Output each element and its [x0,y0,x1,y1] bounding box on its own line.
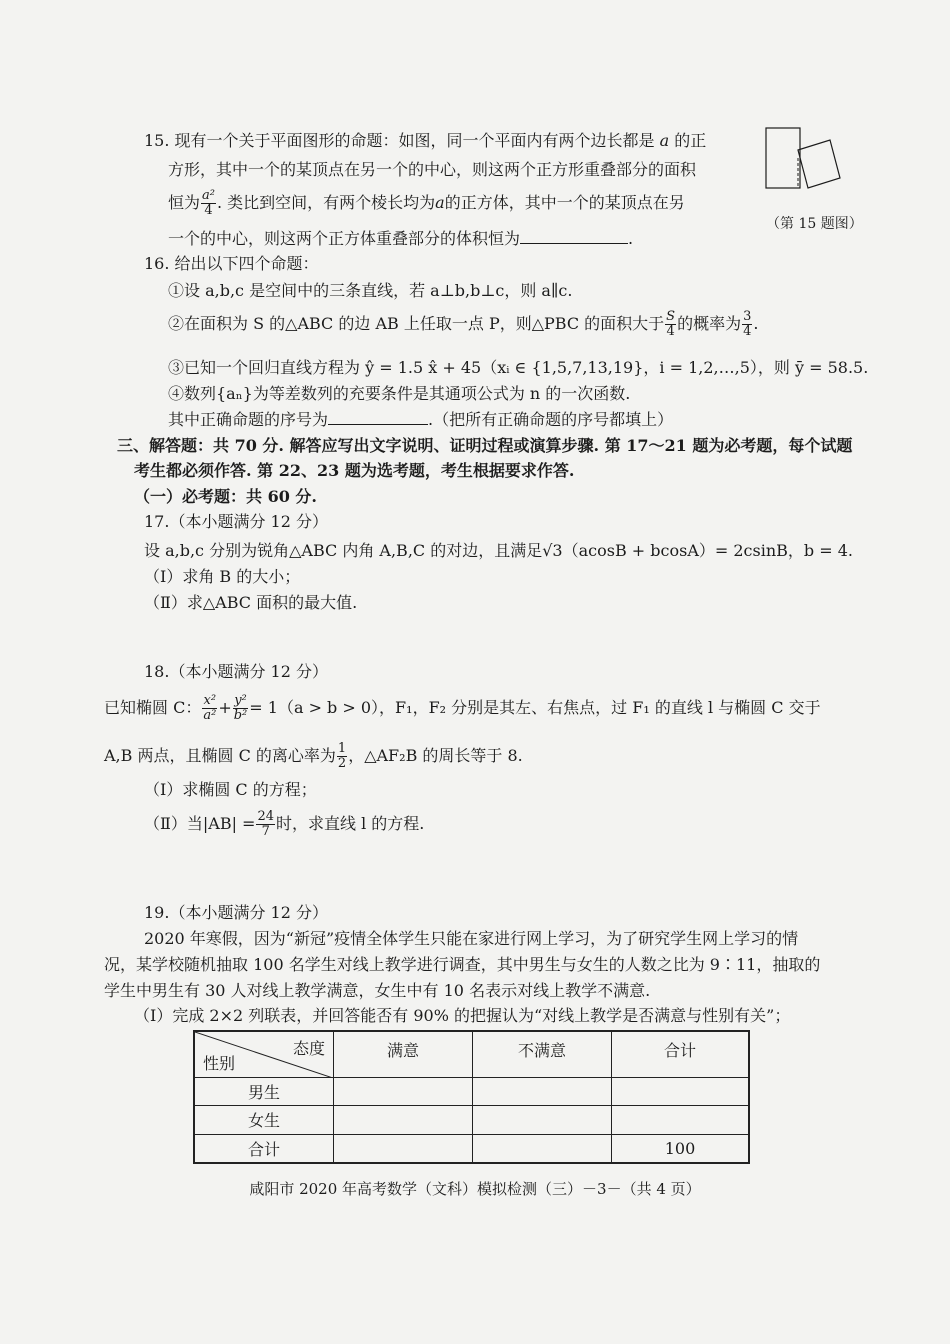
cell-grand-total: 100 [612,1134,750,1163]
page-footer: 咸阳市 2020 年高考数学（文科）模拟检测（三）－3－（共 4 页） [249,1180,701,1198]
q16-intro-text: 给出以下四个命题： [174,254,319,273]
figure-square-2 [798,140,840,188]
cell-male-unsatisfied[interactable] [473,1077,612,1105]
q18-frac-x-den: a² [203,708,217,723]
q16-intro [144,254,319,274]
row-label-male: 男生 [194,1077,334,1105]
cell-total-unsatisfied[interactable] [473,1134,612,1163]
q18-fraction-ab [256,810,275,839]
corner-header-attitude: 态度 [292,1039,325,1058]
q16-item-3: ③已知一个回归直线方程为 ŷ = 1.5 x̂ + 45（xᵢ ∈ {1,5,7,13,19}，i = 1,2,…,5），则 ȳ = 58.5. [168,358,869,377]
q18-line-2 [104,736,523,776]
q15-text-1-end: 的正 [674,131,707,150]
header-total: 合计 [612,1031,750,1077]
q15-text-3: 恒为 [168,193,201,212]
q15-text-3b: . 类比到空间，有两个棱长均为 [216,193,436,212]
cell-female-satisfied[interactable] [334,1105,473,1134]
q18-part-2-post: 时，求直线 l 的方程. [276,814,425,833]
q18-stem-pre: 已知椭圆 C： [104,698,202,717]
q19-part-1: （Ⅰ）完成 2×2 列联表，并回答能否有 90% 的把握认为“对线上教学是否满意与性别有关”； [134,1006,791,1025]
q15-frac-num: a² [202,188,215,203]
q18-frac-e-num: 1 [337,741,347,756]
q15-figure-caption: （第 15 题图） [766,216,863,232]
q16-answer-line [168,410,673,430]
header-satisfied: 满意 [334,1031,473,1077]
q16-fraction-1 [665,310,676,339]
q19-heading: 19.（本小题满分 12 分） [144,903,328,922]
q18-plus: + [218,698,232,717]
q15-line1 [144,131,706,151]
q18-frac-ab-num: 24 [257,809,275,824]
q18-fraction-x [202,694,217,723]
q16-item-4: ④数列{aₙ}为等差数列的充要条件是其通项公式为 n 的一次函数. [168,384,631,403]
q15-text-4: 一个的中心，则这两个正方体重叠部分的体积恒为 [168,229,521,248]
q15-line3 [168,186,685,220]
table-row [194,1134,749,1163]
q19-line-3: 学生中男生有 30 人对线上教学满意，女生中有 10 名表示对线上教学不满意. [104,981,651,1000]
section-3-heading: 三、解答题：共 70 分. 解答应写出文字说明、证明过程或演算步骤. 第 17～21 题为必考题，每个试题 [117,436,853,455]
q16-frac-1-den: 4 [666,324,675,339]
q17-part-1: （Ⅰ）求角 B 的大小； [144,567,301,586]
cell-male-total[interactable] [612,1077,750,1105]
q18-part-1: （Ⅰ）求椭圆 C 的方程； [144,780,317,799]
q18-frac-y-den: b² [233,708,248,723]
figure-square-1 [766,128,800,188]
q18-stem [104,688,821,728]
table-row [194,1105,749,1134]
q18-frac-x-num: x² [203,693,217,708]
q18-frac-e-den: 2 [337,756,347,771]
q16-number: 16. [144,254,170,273]
q15-figure [758,124,848,214]
q16-item-1: ①设 a,b,c 是空间中的三条直线，若 a⊥b,b⊥c，则 a∥c. [168,281,573,300]
corner-header-gender: 性别 [203,1053,236,1073]
q18-frac-y-num: y² [234,693,247,708]
q16-frac-1-num: S [666,309,676,324]
q16-item-2-end: . [753,314,759,333]
row-label-total: 合计 [194,1134,334,1163]
q15-line2: 方形，其中一个的某顶点在另一个的中心，则这两个正方形重叠部分的面积 [168,160,697,179]
table-corner-cell [194,1031,334,1077]
q19-line-1: 2020 年寒假，因为“新冠”疫情全体学生只能在家进行网上学习，为了研究学生网上学习的情 [144,929,799,948]
q16-answer-post: .（把所有正确命题的序号都填上） [428,410,674,429]
q18-fraction-y [233,694,249,723]
q15-text-1: 现有一个关于平面图形的命题：如图，同一个平面内有两个边长都是 [174,131,655,150]
q18-heading: 18.（本小题满分 12 分） [144,662,328,681]
header-unsatisfied: 不满意 [473,1031,612,1077]
q18-part-2 [144,804,424,844]
q15-fraction [201,189,216,218]
q15-frac-den: 4 [204,203,213,218]
q18-line-2-post: ，△AF₂B 的周长等于 8. [348,746,523,765]
q16-item-2-text: ②在面积为 S 的△ABC 的边 AB 上任取一点 P，则△PBC 的面积大于 [168,314,665,333]
q18-frac-ab-den: 7 [261,824,270,839]
section-required: （一）必考题：共 60 分. [134,487,317,506]
q18-line-2-pre: A,B 两点，且椭圆 C 的离心率为 [104,746,336,765]
section-3-heading-2: 考生都必须作答. 第 22、23 题为选考题，考生根据要求作答. [134,461,575,480]
q16-item-2-mid: 的概率为 [677,314,742,333]
q16-frac-2-num: 3 [743,309,752,324]
cell-female-unsatisfied[interactable] [473,1105,612,1134]
q15-text-3c: 的正方体，其中一个的某顶点在另 [444,193,685,212]
q17-stem: 设 a,b,c 分别为锐角△ABC 内角 A,B,C 的对边，且满足√3（acosB + bcosA）= 2csinB，b = 4. [144,541,853,560]
q16-item-2 [168,304,758,344]
q15-var-2: a [435,193,445,212]
q15-answer-blank[interactable] [520,229,628,244]
table-row [194,1077,749,1105]
q17-heading: 17.（本小题满分 12 分） [144,512,328,531]
q18-part-2-pre: （Ⅱ）当|AB| = [144,814,256,833]
q16-answer-pre: 其中正确命题的序号为 [168,410,329,429]
q16-answer-blank[interactable] [328,410,428,425]
contingency-table [193,1030,750,1164]
cell-male-satisfied[interactable] [334,1077,473,1105]
q16-fraction-2 [742,310,752,339]
q19-line-2: 况，某学校随机抽取 100 名学生对线上教学进行调查，其中男生与女生的人数之比为 9∶11，抽取的 [104,955,821,974]
q15-number: 15. [144,131,170,150]
cell-total-satisfied[interactable] [334,1134,473,1163]
q17-part-2: （Ⅱ）求△ABC 面积的最大值. [144,593,358,612]
q18-stem-post: = 1（a > b > 0），F₁，F₂ 分别是其左、右焦点，过 F₁ 的直线 l 与椭圆 C 交于 [249,698,821,717]
q16-frac-2-den: 4 [743,324,752,339]
q18-fraction-e [337,742,347,771]
table-header-row [194,1031,749,1077]
q15-line4 [168,229,633,249]
q15-text-4-end: . [628,229,634,248]
cell-female-total[interactable] [612,1105,750,1134]
q15-var: a [659,131,670,150]
row-label-female: 女生 [194,1105,334,1134]
